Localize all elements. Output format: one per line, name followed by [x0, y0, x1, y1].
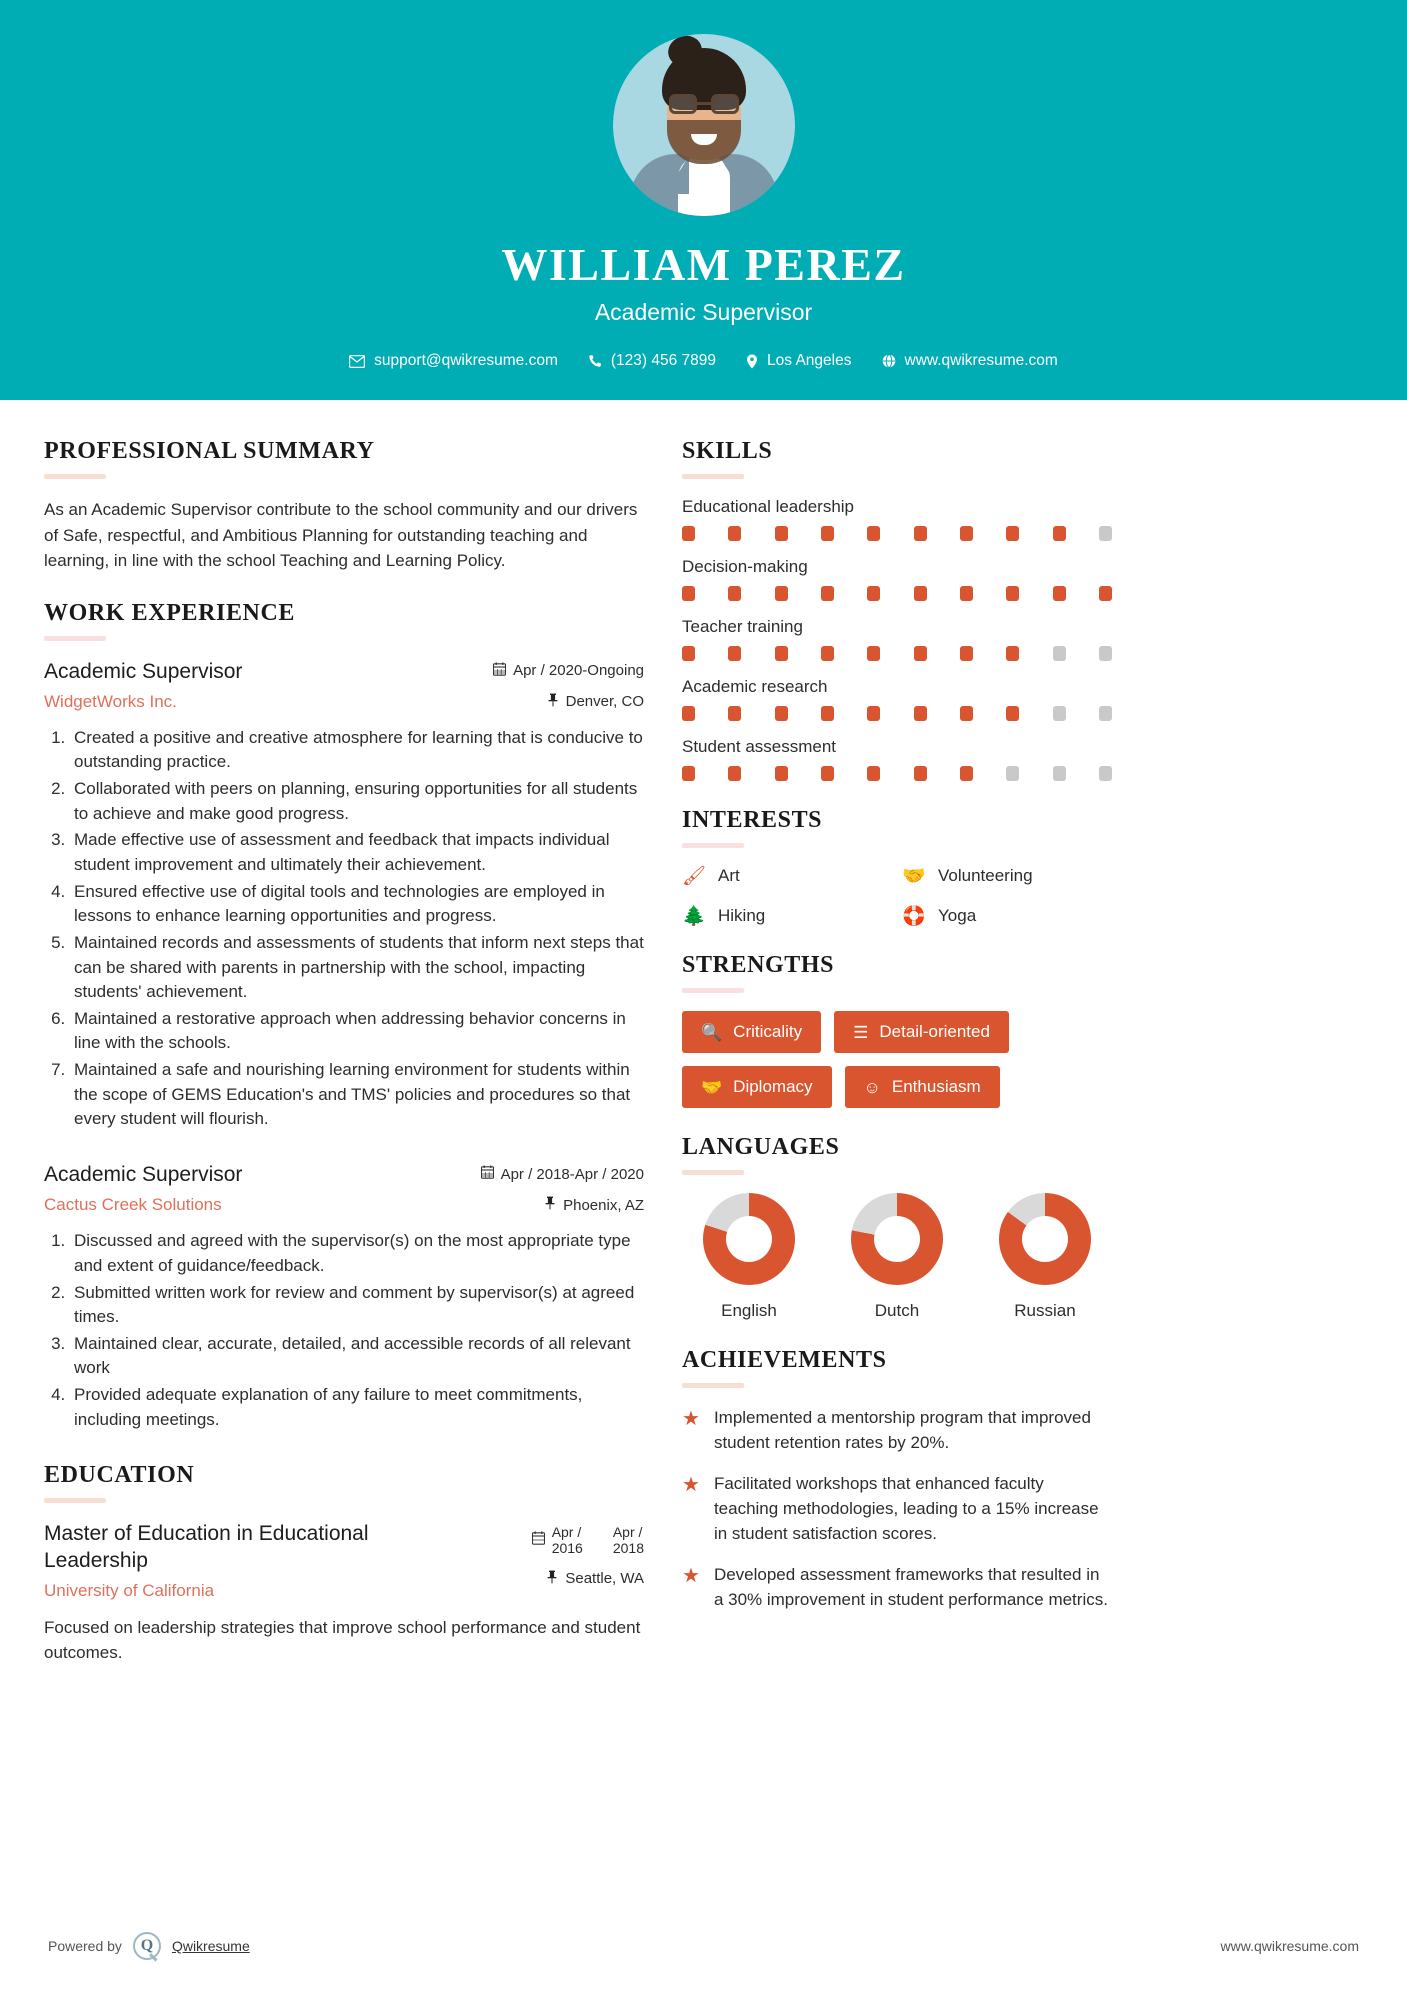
skill-dot-filled — [682, 646, 695, 661]
skill-name: Educational leadership — [682, 497, 855, 516]
skill-dot-filled — [728, 526, 741, 541]
skill-dot-empty — [1099, 526, 1112, 541]
section-rule — [682, 474, 744, 479]
job-location-value: Denver, CO — [565, 693, 644, 710]
globe-icon — [882, 354, 896, 368]
education-location — [444, 1570, 644, 1588]
pushpin-icon — [546, 1570, 558, 1588]
envelope-icon — [349, 355, 365, 368]
skill-dot-filled — [867, 706, 880, 721]
language-donut — [999, 1193, 1091, 1285]
education-start-month: Apr / — [551, 1524, 582, 1541]
skill-dot-filled — [914, 766, 927, 781]
skill-row — [682, 497, 1112, 541]
skill-dot-filled — [775, 646, 788, 661]
interest-label: Volunteering — [938, 866, 1033, 885]
strength-label: Enthusiasm — [891, 1077, 981, 1096]
achievement-item — [682, 1472, 1112, 1546]
language-item — [978, 1193, 1112, 1321]
skill-dot-filled — [914, 526, 927, 541]
skill-dot-filled — [775, 766, 788, 781]
strength-label: Detail-oriented — [879, 1022, 990, 1041]
achievement-text: Facilitated workshops that enhanced faculty teaching methodologies, leading to a 15% increase in student satisfaction scores. — [713, 1474, 1099, 1543]
skill-dot-filled — [821, 766, 834, 781]
job-bullet: 5. Maintained records and assessments of students that inform next steps that can be shared with parents in partnership with the school, impacting students' achievement. — [70, 931, 644, 1005]
job-date-value: Apr / 2018-Apr / 2020 — [500, 1165, 644, 1183]
skill-dot-filled — [1006, 586, 1019, 601]
job-bullet: 1. Discussed and agreed with the supervisor(s) on the most appropriate type and extent of guidance/feedback. — [70, 1229, 644, 1278]
contact-website-value: www.qwikresume.com — [904, 352, 1058, 369]
education-description: Focused on leadership strategies that improve school performance and student outcomes. — [44, 1617, 641, 1663]
job-bullet: 7. Maintained a safe and nourishing learning environment for students within the scope of GEMS Education's and TMS' policies and procedures so that every student will flourish. — [70, 1058, 644, 1132]
interest-item — [902, 906, 1112, 926]
skill-dot-filled — [821, 706, 834, 721]
skill-dot-filled — [1006, 646, 1019, 661]
section-rule — [44, 636, 106, 641]
section-interests — [682, 807, 1112, 926]
skill-dot-filled — [960, 526, 973, 541]
skill-row — [682, 557, 1112, 601]
section-rule — [44, 1498, 106, 1503]
skill-dot-filled — [728, 586, 741, 601]
interest-label: Art — [718, 866, 740, 885]
contact-location-value: Los Angeles — [767, 352, 852, 369]
skill-dot-filled — [867, 586, 880, 601]
skill-dot-filled — [867, 766, 880, 781]
candidate-name: WILLIAM PEREZ — [501, 239, 906, 290]
search-icon: 🔍 — [701, 1022, 723, 1042]
skill-dot-filled — [821, 646, 834, 661]
contact-phone-value: (123) 456 7899 — [610, 352, 717, 369]
skill-name: Decision-making — [682, 557, 808, 576]
language-label: Dutch — [874, 1301, 920, 1320]
language-donut — [703, 1193, 795, 1285]
skill-row — [682, 617, 1112, 661]
skill-row — [682, 677, 1112, 721]
section-education — [44, 1462, 644, 1666]
skill-dot-filled — [960, 766, 973, 781]
language-donut — [851, 1193, 943, 1285]
job-entry — [44, 659, 644, 1133]
job-bullet: 6. Maintained a restorative approach when addressing behavior concerns in line with the schools. — [70, 1007, 644, 1056]
paintbrush-icon: 🖌 — [682, 865, 707, 887]
section-title-languages: LANGUAGES — [682, 1134, 840, 1160]
calendar-icon — [493, 662, 506, 680]
skill-dot-filled — [821, 526, 834, 541]
interest-label: Hiking — [718, 906, 766, 925]
education-degree: Master of Education in Educational Leadership — [44, 1522, 369, 1572]
skill-dot-filled — [960, 586, 973, 601]
section-skills — [682, 438, 1112, 781]
skill-dot-filled — [1006, 526, 1019, 541]
tree-icon: 🌲 — [682, 905, 706, 927]
skill-dot-filled — [914, 586, 927, 601]
section-title-strengths: STRENGTHS — [682, 952, 835, 978]
phone-icon — [588, 354, 602, 368]
brand-link[interactable]: Qwikresume — [171, 1938, 250, 1954]
job-bullet: 3. Maintained clear, accurate, detailed, and accessible records of all relevant work — [70, 1332, 644, 1381]
skill-dot-filled — [821, 586, 834, 601]
skill-dot-filled — [775, 586, 788, 601]
section-professional-summary — [44, 438, 644, 574]
skill-rating — [682, 526, 1112, 541]
star-icon: ★ — [682, 1474, 700, 1497]
job-bullet-list — [70, 726, 644, 1132]
section-title-achievements: ACHIEVEMENTS — [682, 1347, 887, 1373]
job-bullet: 3. Made effective use of assessment and feedback that impacts individual student improvement and ultimately their achievement. — [70, 828, 644, 877]
skill-dot-filled — [728, 766, 741, 781]
skill-dot-empty — [1006, 766, 1019, 781]
interest-item — [682, 866, 892, 886]
skill-dot-filled — [682, 526, 695, 541]
job-bullet: 4. Provided adequate explanation of any failure to meet commitments, including meetings. — [70, 1383, 644, 1432]
candidate-job-title: Academic Supervisor — [594, 299, 813, 325]
map-pin-icon — [746, 354, 758, 369]
pushpin-icon — [544, 1196, 556, 1214]
contact-website[interactable] — [882, 352, 1058, 370]
job-location — [444, 1196, 644, 1214]
skill-name: Student assessment — [682, 737, 837, 756]
skill-rating — [682, 706, 1112, 721]
powered-by-label: Powered by — [48, 1938, 122, 1954]
skill-dot-empty — [1099, 646, 1112, 661]
contact-row — [349, 352, 1058, 370]
job-bullet: 2. Collaborated with peers on planning, ensuring opportunities for all students to achieve and make good progress. — [70, 777, 644, 826]
smiley-icon: ☺ — [863, 1077, 881, 1097]
section-rule — [682, 1170, 744, 1175]
section-title-skills: SKILLS — [682, 438, 773, 464]
calendar-icon — [532, 1531, 545, 1549]
skill-dot-filled — [960, 706, 973, 721]
section-achievements — [682, 1347, 1112, 1612]
strength-badge-enthusiasm[interactable] — [845, 1066, 1000, 1108]
skill-dot-empty — [1099, 706, 1112, 721]
section-title-education: EDUCATION — [44, 1462, 195, 1489]
strength-label: Diplomacy — [733, 1077, 813, 1096]
section-rule — [682, 988, 744, 993]
strength-label: Criticality — [733, 1022, 803, 1041]
section-title-work: WORK EXPERIENCE — [44, 599, 296, 626]
language-label: English — [721, 1301, 777, 1320]
skill-name: Teacher training — [682, 617, 803, 636]
skill-dot-filled — [682, 766, 695, 781]
education-location-value: Seattle, WA — [565, 1570, 644, 1588]
skill-rating — [682, 586, 1112, 601]
star-icon: ★ — [682, 1408, 700, 1430]
skills-list — [682, 497, 1112, 781]
resume-body — [0, 400, 1407, 1692]
interest-item — [682, 906, 892, 926]
skill-dot-filled — [775, 706, 788, 721]
language-item — [830, 1193, 964, 1321]
job-bullet-list — [70, 1229, 644, 1432]
education-date — [444, 1524, 644, 1556]
job-bullet: 4. Ensured effective use of digital tools and technologies are employed in lessons to enhance learning opportunities and progress. — [70, 880, 644, 929]
powered-by — [48, 1932, 250, 1960]
section-strengths — [682, 952, 1112, 1108]
contact-phone[interactable] — [588, 352, 716, 370]
skill-rating — [682, 766, 1112, 781]
strength-badge-criticality[interactable] — [682, 1011, 821, 1053]
job-location — [444, 693, 644, 711]
section-languages — [682, 1134, 1112, 1321]
language-label: Russian — [1014, 1301, 1076, 1320]
job-bullet: 1. Created a positive and creative atmosphere for learning that is conducive to outstanding practice. — [70, 726, 644, 775]
qwikresume-logo-icon: Q — [133, 1932, 161, 1960]
section-title-summary: PROFESSIONAL SUMMARY — [44, 438, 375, 464]
interest-label: Yoga — [938, 906, 977, 925]
section-rule — [682, 843, 744, 848]
language-item — [682, 1193, 816, 1321]
skill-dot-filled — [728, 646, 741, 661]
lifebuoy-icon: 🛟 — [902, 905, 926, 927]
skill-dot-filled — [1006, 706, 1019, 721]
pushpin-icon — [547, 693, 559, 711]
achievement-item — [682, 1406, 1112, 1455]
skill-dot-filled — [960, 646, 973, 661]
education-school: University of California — [44, 1580, 215, 1600]
skill-dot-filled — [914, 706, 927, 721]
languages-grid — [682, 1193, 1112, 1321]
avatar — [613, 34, 795, 216]
strength-badge-diplomacy[interactable] — [682, 1066, 832, 1108]
section-rule — [44, 474, 106, 479]
job-date-value: Apr / 2020-Ongoing — [513, 662, 644, 679]
skill-row — [682, 737, 1112, 781]
job-date — [444, 1165, 644, 1183]
education-entry — [44, 1521, 644, 1666]
job-company: Cactus Creek Solutions — [44, 1195, 222, 1215]
section-title-interests: INTERESTS — [682, 807, 823, 833]
skill-name: Academic research — [682, 677, 828, 696]
list-icon: ☰ — [853, 1022, 869, 1042]
interests-grid — [682, 866, 1112, 926]
job-company: WidgetWorks Inc. — [44, 691, 177, 711]
skill-dot-filled — [1053, 586, 1066, 601]
skill-dot-filled — [1053, 526, 1066, 541]
summary-text: As an Academic Supervisor contribute to the school community and our drivers of Safe, respectful, and Ambitious Planning for outstanding teaching and learning, in line with the school Teaching and Learning Policy. — [44, 500, 638, 570]
contact-location[interactable] — [746, 352, 851, 370]
skill-dot-empty — [1053, 646, 1066, 661]
achievement-item — [682, 1563, 1112, 1612]
education-end-year: 2018 — [612, 1540, 644, 1557]
job-date — [444, 662, 644, 680]
handshake-icon: 🤝 — [701, 1077, 723, 1097]
skill-dot-filled — [682, 586, 695, 601]
job-role: Academic Supervisor — [44, 1163, 243, 1186]
job-bullet: 2. Submitted written work for review and comment by supervisor(s) at agreed times. — [70, 1281, 644, 1330]
skill-dot-filled — [1099, 586, 1112, 601]
skill-dot-filled — [682, 706, 695, 721]
skill-dot-filled — [914, 646, 927, 661]
resume-header — [0, 0, 1407, 400]
skill-dot-empty — [1099, 766, 1112, 781]
achievement-text: Developed assessment frameworks that resulted in a 30% improvement in student performance metrics. — [713, 1565, 1108, 1609]
skill-dot-empty — [1053, 766, 1066, 781]
achievement-text: Implemented a mentorship program that improved student retention rates by 20%. — [713, 1408, 1091, 1452]
handshake-icon: 🤝 — [902, 865, 926, 887]
job-location-value: Phoenix, AZ — [563, 1196, 644, 1214]
section-rule — [682, 1383, 744, 1388]
contact-email-value: support@qwikresume.com — [374, 352, 558, 369]
right-column — [682, 438, 1112, 1692]
interest-item — [902, 866, 1112, 886]
calendar-icon — [481, 1165, 494, 1183]
skill-dot-filled — [867, 526, 880, 541]
skill-dot-empty — [1053, 706, 1066, 721]
strengths-grid — [682, 1011, 1112, 1108]
section-work-experience — [44, 600, 644, 1433]
resume-footer — [0, 1932, 1407, 1960]
footer-website: www.qwikresume.com — [1220, 1938, 1359, 1954]
skill-rating — [682, 646, 1112, 661]
job-role: Academic Supervisor — [44, 659, 243, 683]
skill-dot-filled — [867, 646, 880, 661]
job-entry — [44, 1162, 644, 1432]
strength-badge-detail-oriented[interactable] — [834, 1011, 1009, 1053]
contact-email[interactable] — [349, 352, 558, 370]
education-start-year: 2016 — [551, 1540, 583, 1557]
skill-dot-filled — [775, 526, 788, 541]
education-end-month: Apr / — [612, 1524, 643, 1541]
left-column — [44, 438, 644, 1692]
skill-dot-filled — [728, 706, 741, 721]
star-icon: ★ — [682, 1565, 700, 1588]
